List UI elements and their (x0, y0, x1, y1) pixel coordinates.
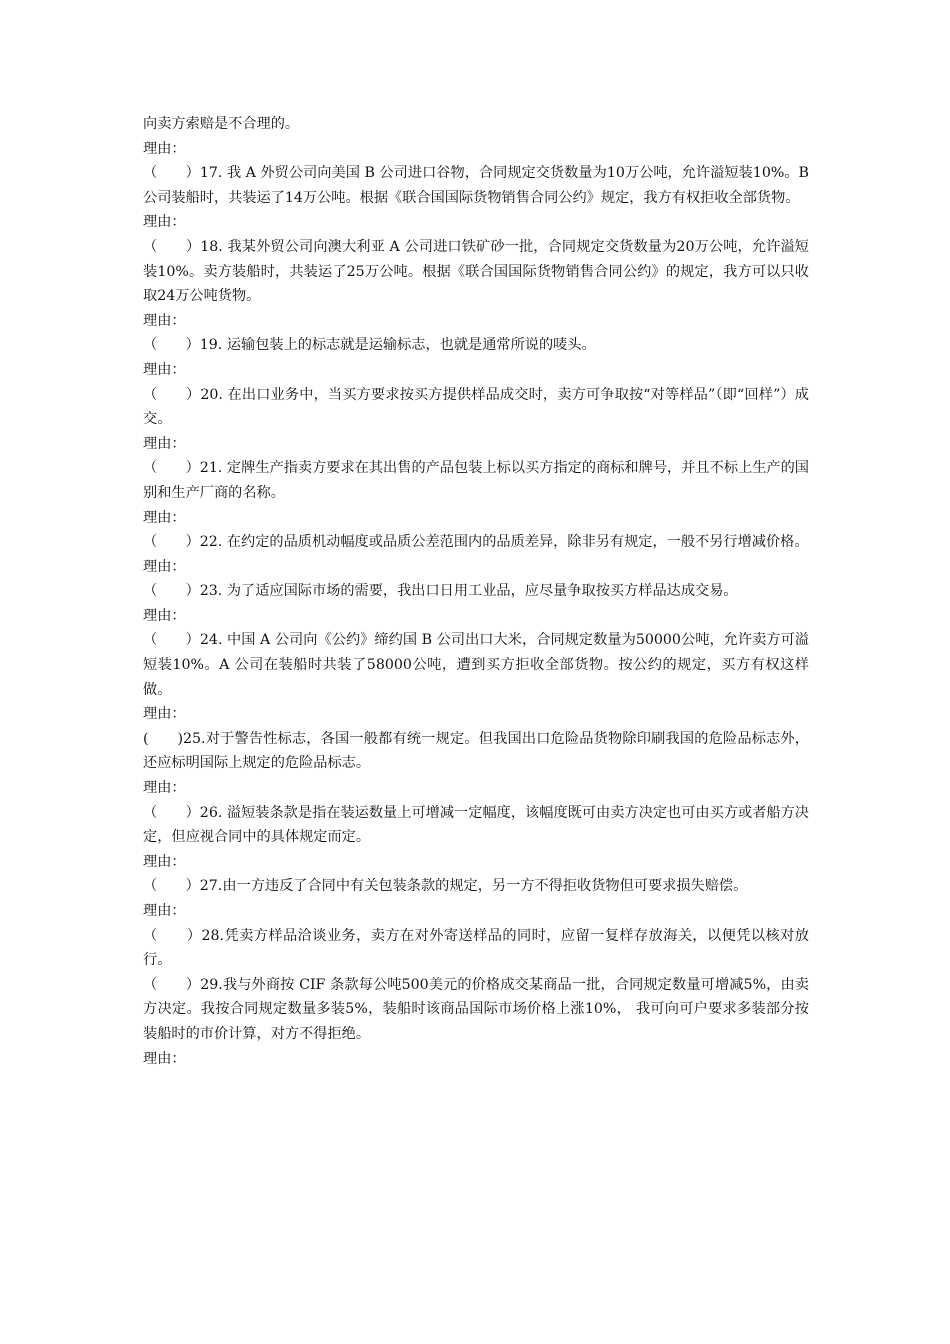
question-text: （ ）19. 运输包装上的标志就是运输标志，也就是通常所说的唛头。 (143, 337, 596, 354)
question-20 (143, 383, 809, 457)
question-28 (143, 924, 809, 973)
question-23 (143, 579, 809, 628)
reason-label: 理由： (143, 361, 186, 378)
question-text: （ ）22. 在约定的品质机动幅度或品质公差范围内的品质差异，除非另有规定，一般不另行增减价格。 (143, 534, 809, 551)
reason-label: 理由： (143, 214, 186, 231)
reason-label: 理由： (143, 1050, 186, 1067)
question-24 (143, 628, 809, 726)
reason-label: 理由： (143, 140, 186, 157)
question-text: （ ）23. 为了适应国际市场的需要，我出口日用工业品，应尽量争取按买方样品达成交易。 (143, 583, 738, 600)
reason-label: 理由： (143, 780, 186, 797)
reason-label: 理由： (143, 558, 186, 575)
question-29 (143, 973, 809, 1071)
question-25 (143, 727, 809, 801)
question-text: （ ）29.我与外商按 CIF 条款每公吨500美元的价格成交某商品一批，合同规定数量可增减5%，由卖方决定。我按合同规定数量多装5%，装船时该商品国际市场价格上涨10%， 我可向可户要求多装部分按装船时的市价计算，对方不得拒绝。 (143, 976, 809, 1042)
question-27 (143, 874, 809, 923)
question-text: （ ）17. 我 A 外贸公司向美国 B 公司进口谷物，合同规定交货数量为10万公吨，允许溢短装10%。B 公司装船时，共装运了14万公吨。根据《联合国国际货物销售合同公约》规定，我方有权拒收全部货物。 (143, 165, 809, 206)
question-17 (143, 161, 809, 235)
question-text: （ ）18. 我某外贸公司向澳大利亚 A 公司进口铁矿砂一批，合同规定交货数量为20万公吨，允许溢短装10%。卖方装船时，共装运了25万公吨。根据《联合国国际货物销售合同公约》的规定，我方可以只收取24万公吨货物。 (143, 238, 809, 305)
document-page (143, 112, 809, 1071)
question-19 (143, 333, 809, 382)
reason-label: 理由： (143, 509, 186, 526)
question-text: （ ）21. 定牌生产指卖方要求在其出售的产品包装上标以买方指定的商标和牌号，并且不标上生产的国别和生产厂商的名称。 (143, 460, 809, 501)
question-text: （ ）27.由一方违反了合同中有关包装条款的规定，另一方不得拒收货物但可要求损失赔偿。 (143, 878, 748, 895)
question-text: （ ）20. 在出口业务中，当买方要求按买方提供样品成交时，卖方可争取按“对等样品”（即“回样”）成交。 (143, 386, 809, 428)
reason-label: 理由： (143, 706, 186, 723)
reason-label: 理由： (143, 853, 186, 870)
reason-label: 理由： (143, 607, 186, 624)
question-text: （ ）24. 中国 A 公司向《公约》缔约国 B 公司出口大米，合同规定数量为50000公吨，允许卖方可溢短装10%。A 公司在装船时共装了58000公吨，遭到买方拒收全部货物。按公约的规定，买方有权这样做。 (143, 632, 809, 698)
question-text: （ ）28.凭卖方样品洽谈业务，卖方在对外寄送样品的同时，应留一复样存放海关，以便凭以核对放行。 (143, 927, 809, 969)
question-text: ( )25.对于警告性标志，各国一般都有统一规定。但我国出口危险品货物除印刷我国的危险品标志外，还应标明国际上规定的危险品标志。 (143, 730, 809, 772)
intro-line: 向卖方索赔是不合理的。 (143, 116, 300, 132)
question-22 (143, 530, 809, 579)
question-21 (143, 456, 809, 530)
question-26 (143, 801, 809, 875)
reason-label: 理由： (143, 312, 186, 329)
question-text: （ ）26. 溢短装条款是指在装运数量上可增减一定幅度，该幅度既可由卖方决定也可由买方或者船方决定，但应视合同中的具体规定而定。 (143, 804, 809, 846)
reason-label: 理由： (143, 435, 186, 452)
reason-label: 理由： (143, 903, 186, 919)
question-18 (143, 235, 809, 333)
